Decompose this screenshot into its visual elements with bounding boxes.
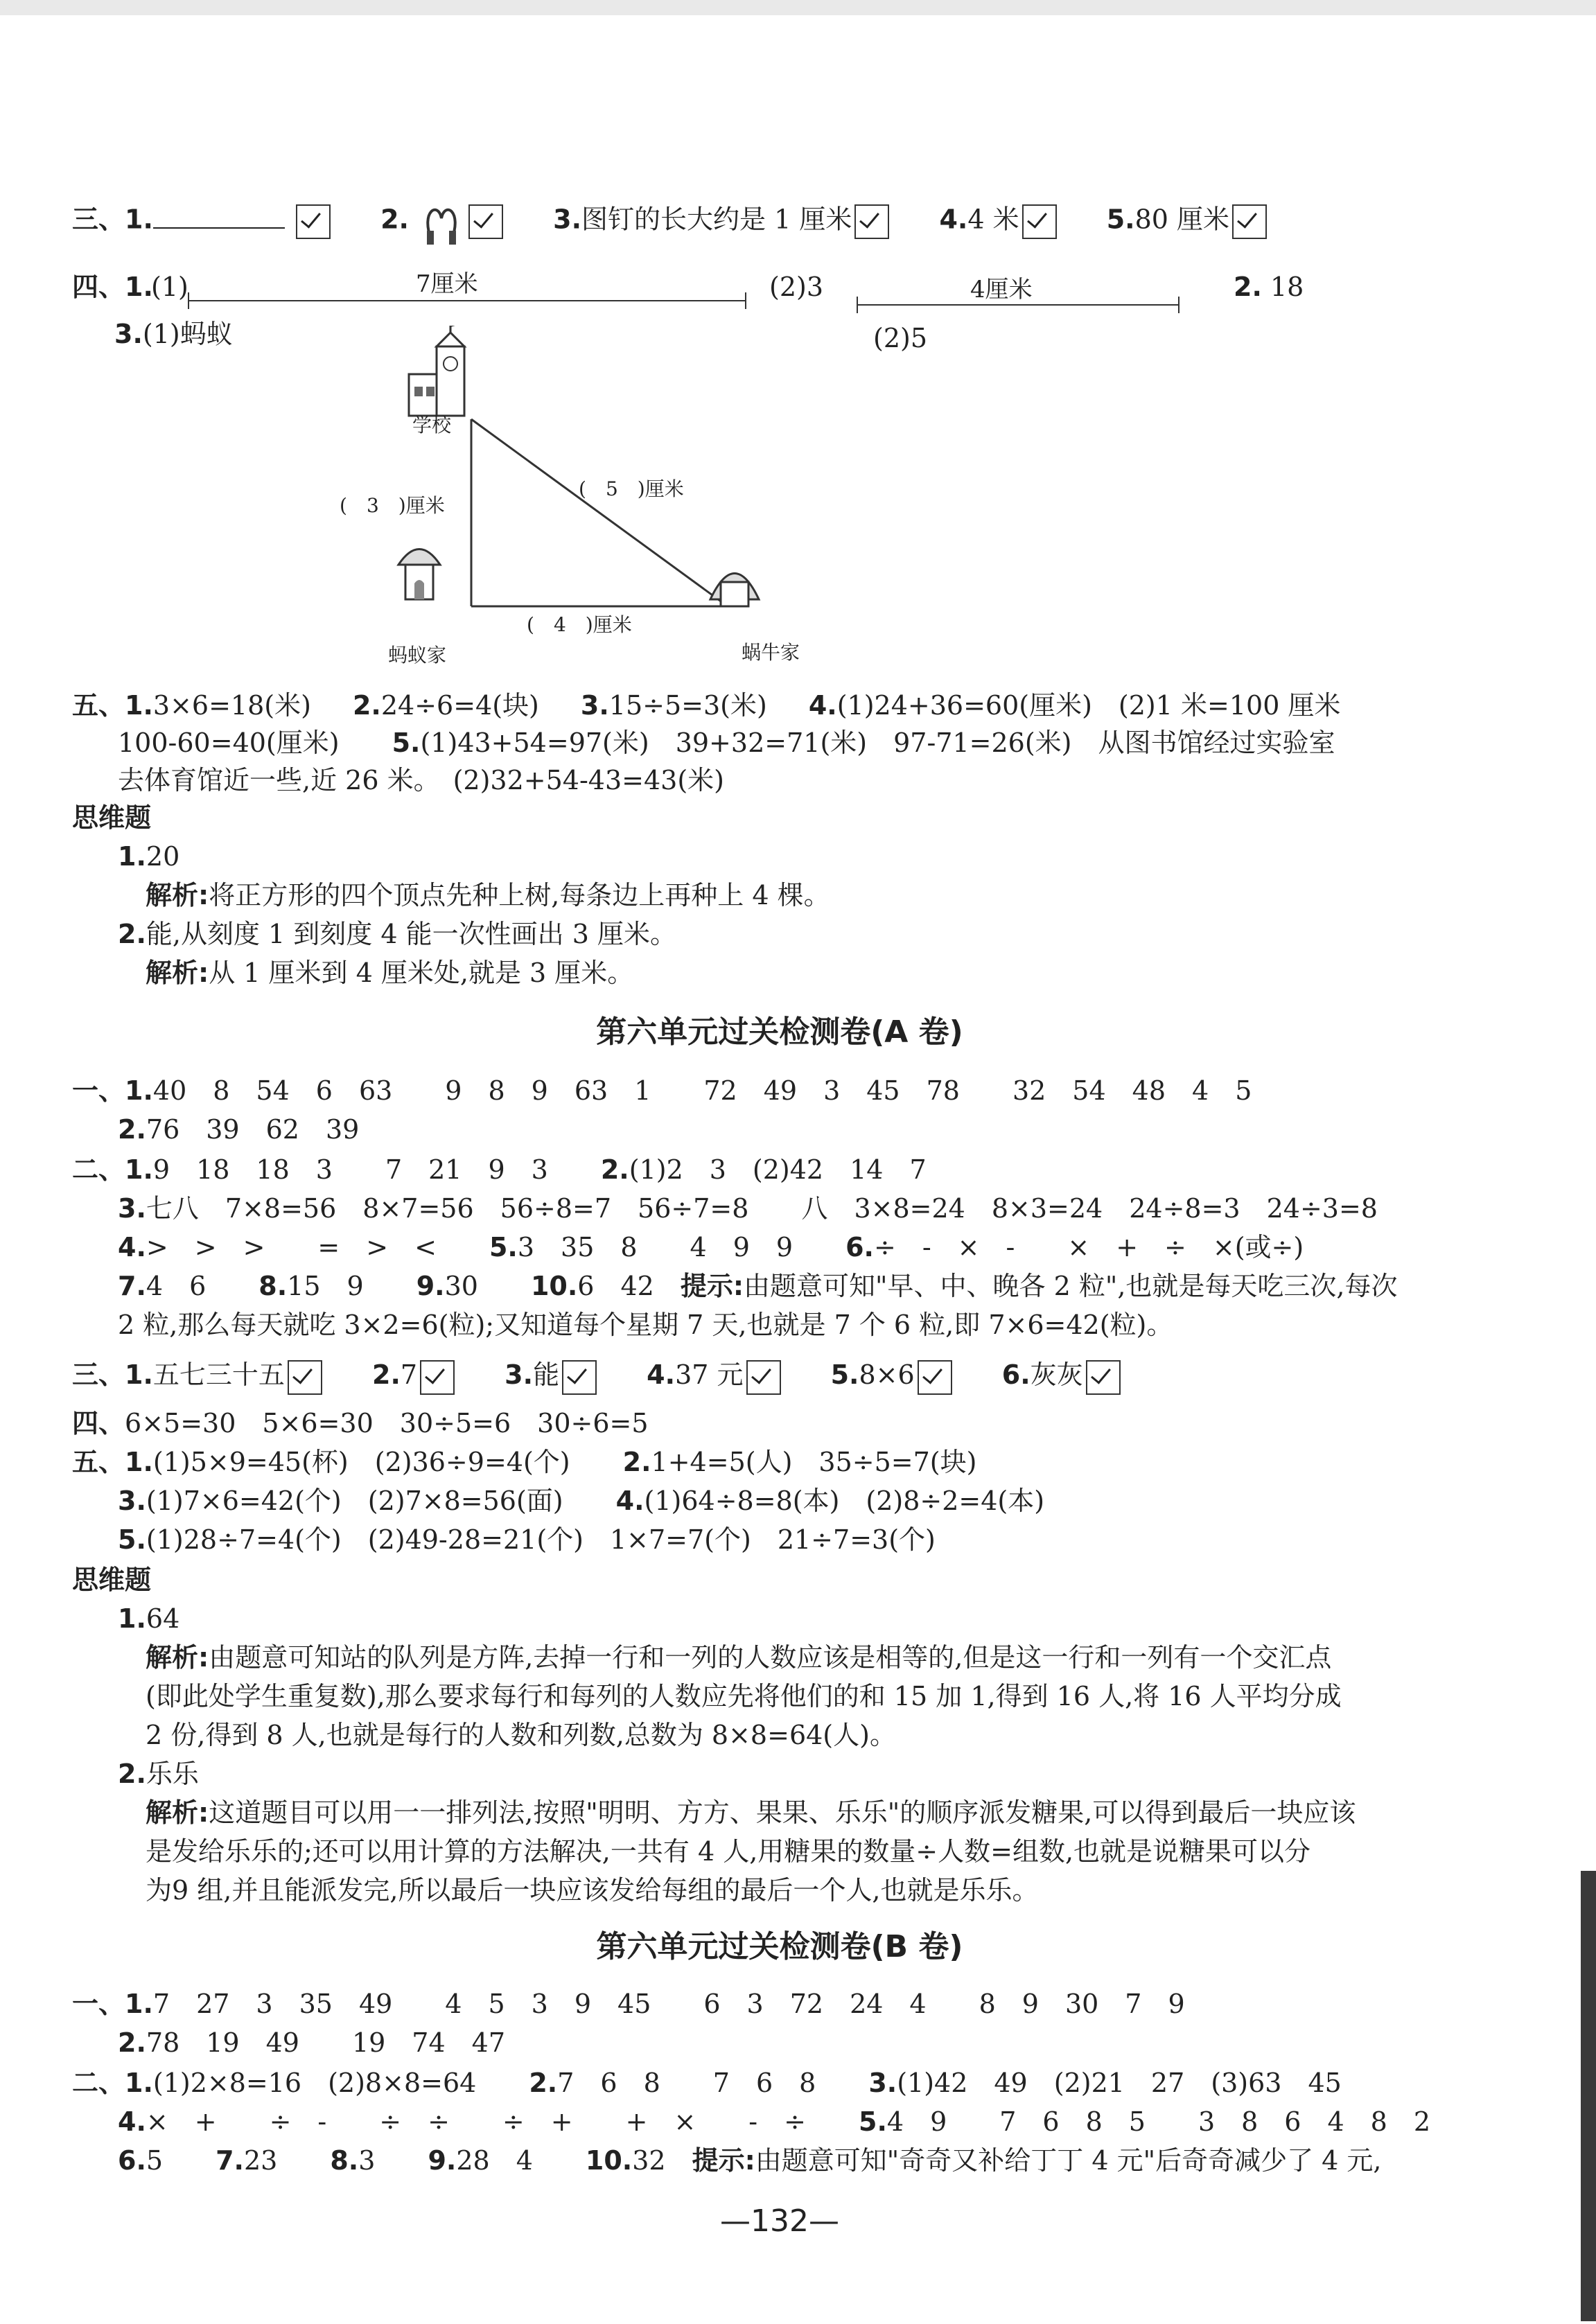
edge-diagonal [471,419,728,606]
check-box [746,1360,781,1395]
check-box [420,1360,455,1395]
check-box [562,1360,597,1395]
check-box [918,1360,952,1395]
section-heading: 思维题 [72,1565,152,1595]
s5-line2: 100-60=40(厘米) 5.(1)43+54=97(米) 39+32=71(米) 97-71=26(米) 从图书馆经过实验室 [118,728,1335,758]
check-box [854,204,889,239]
check-box [296,204,331,239]
check-box [1232,204,1267,239]
check-box [1022,204,1057,239]
jump-rope-icon [417,197,466,246]
s5-line3: 去体育馆近一些,近 26 米。 (2)32+54-43=43(米) [118,765,725,795]
s4-label: 四、1. [72,272,153,302]
segment-4cm [856,295,1182,316]
check-box [468,204,503,239]
label-horizontal-length: ( 4 )厘米 [527,613,632,636]
label-snail-home: 蜗牛家 [742,641,800,664]
scan-edge [0,0,1596,15]
s3-line: 三、1. 2. 3.图钉的长大约是 1 厘米 4.4 米 5.80 厘米 [72,197,1267,246]
check-box [288,1360,322,1395]
scan-shadow [1581,1871,1596,2321]
answer-blank [153,206,285,229]
segment-label-4: 4厘米 [970,276,1033,303]
label-school: 学校 [412,414,452,437]
snail-house-icon [710,574,759,607]
segment-7cm [187,291,748,312]
title-a: 第六单元过关检测卷(A 卷) [596,1014,963,1050]
title-b: 第六单元过关检测卷(B 卷) [596,1929,963,1964]
label-diagonal-length: ( 5 )厘米 [579,477,684,500]
segment-label-7: 7厘米 [416,270,478,298]
school-icon [409,326,464,416]
s5-line1: 五、1.3×6=18(米) 2.24÷6=4(块) 3.15÷5=3(米) 4.(1)24+36=60(厘米) (2)1 米=100 厘米 [72,690,1341,721]
section-heading: 思维题 [72,802,152,833]
check-box [1086,1360,1121,1395]
label-ant-home: 蚂蚁家 [388,644,447,667]
mushroom-house-icon [398,549,440,600]
label-vertical-length: ( 3 )厘米 [340,494,445,517]
page-number: —132— [720,2203,839,2239]
